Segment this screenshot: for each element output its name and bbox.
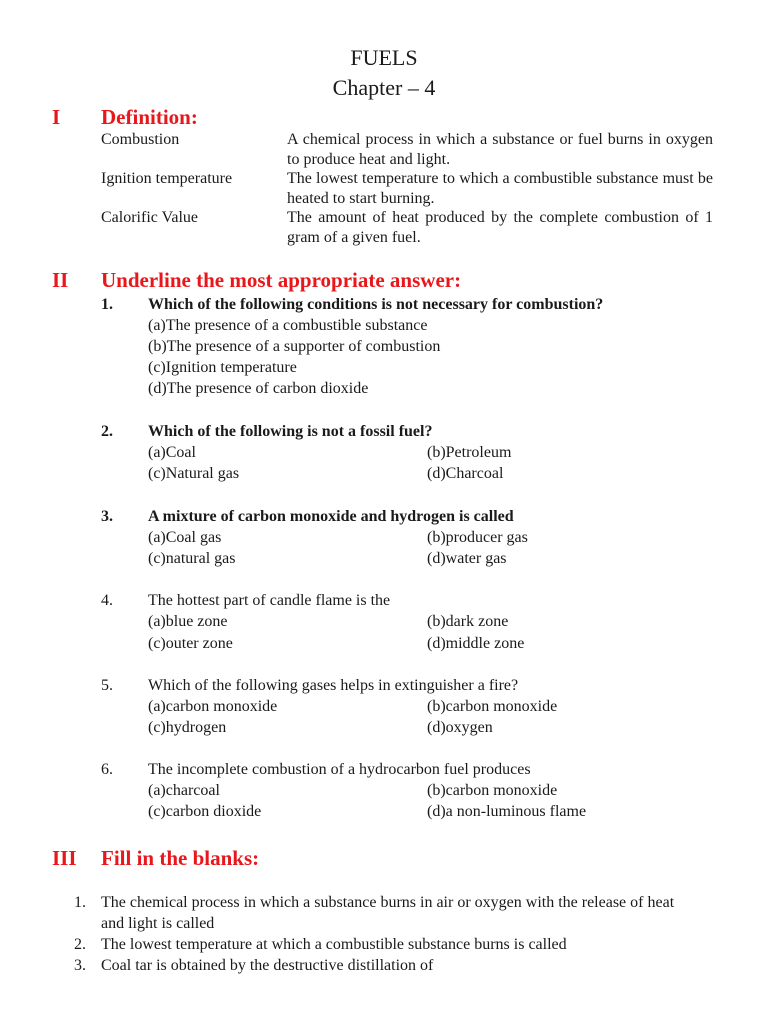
- answer-option: (b)carbon monoxide: [427, 698, 558, 715]
- answer-option: (b)The presence of a supporter of combustion: [148, 338, 441, 355]
- question-text: Which of the following gases helps in extinguisher a fire?: [148, 677, 519, 694]
- answer-option: (c)Natural gas: [148, 465, 240, 482]
- section-number: I: [52, 105, 61, 129]
- question-text: Which of the following conditions is not necessary for combustion?: [148, 296, 604, 313]
- fill-blank-number: 1.: [74, 894, 86, 911]
- answer-option: (a)blue zone: [148, 613, 228, 630]
- question-number: 3.: [101, 508, 113, 525]
- question-number: 4.: [101, 592, 113, 609]
- question-number: 2.: [101, 423, 113, 440]
- definition-term: Ignition temperature: [101, 170, 233, 187]
- answer-option: (d)The presence of carbon dioxide: [148, 380, 369, 397]
- document-title: FUELS: [350, 45, 418, 70]
- answer-option: (a)The presence of a combustible substance: [148, 317, 428, 334]
- question-number: 6.: [101, 761, 113, 778]
- section-number: II: [52, 268, 69, 292]
- fill-blank-text: The lowest temperature at which a combustible substance burns is called: [101, 936, 567, 953]
- answer-option: (a)Coal: [148, 444, 196, 461]
- question-text: Which of the following is not a fossil fuel?: [148, 423, 433, 440]
- fill-blank-text: Coal tar is obtained by the destructive distillation of: [101, 957, 434, 974]
- answer-option: (c)outer zone: [148, 635, 233, 652]
- answer-option: (b)producer gas: [427, 529, 528, 546]
- answer-option: (a)Coal gas: [148, 529, 222, 546]
- answer-option: (c)hydrogen: [148, 719, 227, 736]
- definition-term: Combustion: [101, 131, 180, 148]
- section-title: Definition:: [101, 105, 198, 129]
- answer-option: (c)natural gas: [148, 550, 236, 567]
- answer-option: (b)carbon monoxide: [427, 782, 558, 799]
- fill-blank-number: 3.: [74, 957, 86, 974]
- answer-option: (b)Petroleum: [427, 444, 512, 461]
- question-text: The hottest part of candle flame is the: [148, 592, 391, 609]
- answer-option: (a)charcoal: [148, 782, 220, 799]
- definition-term: Calorific Value: [101, 209, 199, 226]
- chapter-label: Chapter – 4: [332, 75, 436, 100]
- section-number: III: [52, 846, 77, 870]
- question-text: The incomplete combustion of a hydrocarbon fuel produces: [148, 761, 531, 778]
- answer-option: (d)middle zone: [427, 635, 525, 652]
- question-text: A mixture of carbon monoxide and hydrogen is called: [148, 508, 514, 525]
- question-number: 1.: [101, 296, 113, 313]
- answer-option: (d)water gas: [427, 550, 507, 567]
- fill-blank-text: The chemical process in which a substance burns in air or oxygen with the release of heat and light is called: [101, 894, 675, 932]
- definition-text: The lowest temperature to which a combustible substance must be heated to start burning.: [287, 170, 713, 207]
- answer-option: (d)oxygen: [427, 719, 493, 736]
- definition-text: The amount of heat produced by the complete combustion of 1 gram of a given fuel.: [287, 209, 713, 246]
- question-number: 5.: [101, 677, 113, 694]
- answer-option: (c)Ignition temperature: [148, 359, 297, 376]
- definition-text: A chemical process in which a substance or fuel burns in oxygen to produce heat and light.: [287, 131, 713, 168]
- answer-option: (d)Charcoal: [427, 465, 504, 482]
- section-title: Underline the most appropriate answer:: [101, 268, 462, 292]
- answer-option: (d)a non-luminous flame: [427, 803, 587, 820]
- answer-option: (b)dark zone: [427, 613, 509, 630]
- answer-option: (a)carbon monoxide: [148, 698, 278, 715]
- answer-option: (c)carbon dioxide: [148, 803, 262, 820]
- fill-blank-number: 2.: [74, 936, 86, 953]
- section-title: Fill in the blanks:: [101, 846, 260, 870]
